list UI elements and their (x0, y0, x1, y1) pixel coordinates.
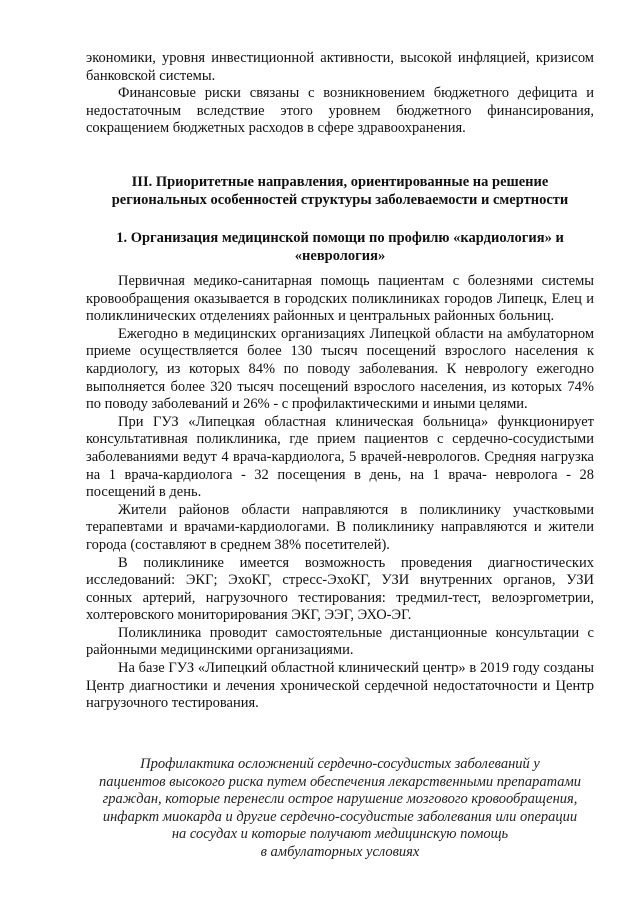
paragraph-financial-risks: Финансовые риски связаны с возникновением бюджетного дефицита и недостаточным вследствие этого уровнем бюджетного финансирования, сокращением бюджетных расходов в сфере здравоохранения. (86, 85, 594, 137)
paragraph-primary-care: Первичная медико-санитарная помощь пациентам с болезнями системы кровообращения оказывается в городских поликлиниках городов Липецк, Елец и поликлинических отделениях районных и центральных районных больниц. (86, 273, 594, 325)
subsection-heading: 1. Организация медицинской помощи по профилю «кардиология» и «неврология» (116, 230, 564, 264)
italic-line: инфаркт миокарда и другие сердечно-сосудистые заболевания или операции (102, 808, 578, 825)
section-heading: III. Приоритетные направления, ориентированные на решение региональных особенностей структуры заболеваемости и смертности (111, 174, 569, 208)
italic-line: граждан, которые перенесли острое нарушение мозгового кровообращения, (102, 791, 578, 808)
intro-text (86, 50, 594, 138)
paragraph-remote-consultations: Поликлиника проводит самостоятельные дистанционные консультации с районными медицинскими организациями. (86, 624, 594, 659)
paragraph-diagnostics: В поликлинике имеется возможность проведения диагностических исследований: ЭКГ; ЭхоКГ, стресс-ЭхоКГ, УЗИ внутренних органов, УЗИ сонных артерий, нагрузочного тестирования: тредмил-тест, велоэргометрии, холтеровского мониторирования ЭКГ, ЭЭГ, ЭХО-ЭГ. (86, 554, 594, 624)
paragraph-clinical-center: На базе ГУЗ «Липецкий областной клинический центр» в 2019 году созданы Центр диагностики и лечения хронической сердечной недостаточности и Центр нагрузочного тестирования. (86, 660, 594, 712)
italic-line: пациентов высокого риска путем обеспечения лекарственными препаратами (98, 773, 582, 790)
italic-line: Профилактика осложнений сердечно-сосудистых заболеваний у (140, 756, 540, 772)
italic-line: в амбулаторных условиях (260, 843, 420, 860)
italic-line: на сосудах и которые получают медицинскую помощь (171, 826, 509, 843)
subsection-heading-block (100, 230, 580, 265)
paragraph-annual-visits: Ежегодно в медицинских организациях Липецкой области на амбулаторном приеме осуществляется более 130 тысяч посещений взрослого населения к кардиологу, из которых 84% по поводу заболевания. К неврологу ежегодно выполняется более 320 тысяч посещений взрослого населения, из которых 74% по поводу заболеваний и 26% - с профилактическими и иными целями. (86, 325, 594, 413)
paragraph-regional-hospital: При ГУЗ «Липецкая областная клиническая больница» функционирует консультативная поликлиника, где прием пациентов с сердечно-сосудистыми заболеваниями ведут 4 врача-кардиолога, 5 врачей-неврологов. Средняя нагрузка на 1 врача-кардиолога - 32 посещения в день, на 1 врача- невролога - 28 посещений в день. (86, 413, 594, 501)
paragraph-referrals: Жители районов области направляются в поликлинику участковыми терапевтами и врачами-кардиологами. В поликлинику направляются и жители города (составляют в среднем 38% посетителей). (86, 501, 594, 553)
paragraph-continuation: экономики, уровня инвестиционной активности, высокой инфляцией, кризисом банковской системы. (86, 50, 594, 84)
main-body (86, 273, 594, 713)
section-heading-block (100, 174, 580, 209)
italic-subheading (80, 756, 600, 862)
